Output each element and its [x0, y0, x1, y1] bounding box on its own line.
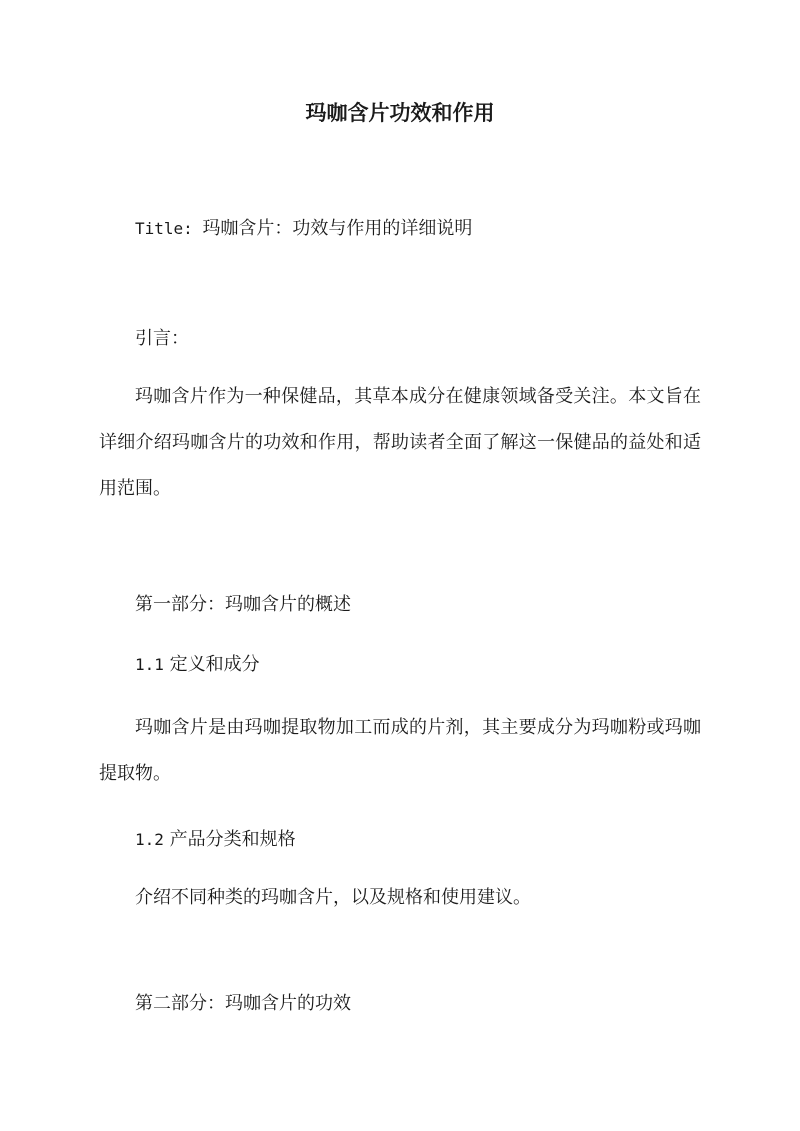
section-1-2-title: 产品分类和规格 [169, 829, 296, 850]
section-1-2-paragraph: 介绍不同种类的玛咖含片，以及规格和使用建议。 [135, 887, 531, 908]
document-title: 玛咖含片功效和作用 [305, 100, 495, 125]
intro-heading: 引言： [135, 328, 189, 349]
section-1-2-number: 1.2 [135, 830, 164, 849]
section-1-2-heading [99, 828, 701, 852]
part1-heading: 第一部分：玛咖含片的概述 [135, 594, 351, 615]
section-1-1-title: 定义和成分 [169, 654, 260, 675]
section-1-1-paragraph: 玛咖含片是由玛咖提取物加工而成的片剂，其主要成分为玛咖粉或玛咖提取物。 [99, 717, 701, 784]
section-1-1-heading [99, 653, 701, 677]
subtitle-prefix: Title: [135, 219, 203, 238]
subtitle-line [99, 217, 701, 241]
subtitle-text: 玛咖含片：功效与作用的详细说明 [202, 218, 473, 239]
part2-heading: 第二部分：玛咖含片的功效 [135, 993, 351, 1014]
section-1-1-number: 1.1 [135, 655, 164, 674]
intro-paragraph: 玛咖含片作为一种保健品，其草本成分在健康领域备受关注。本文旨在详细介绍玛咖含片的功效和作用，帮助读者全面了解这一保健品的益处和适用范围。 [99, 386, 701, 499]
